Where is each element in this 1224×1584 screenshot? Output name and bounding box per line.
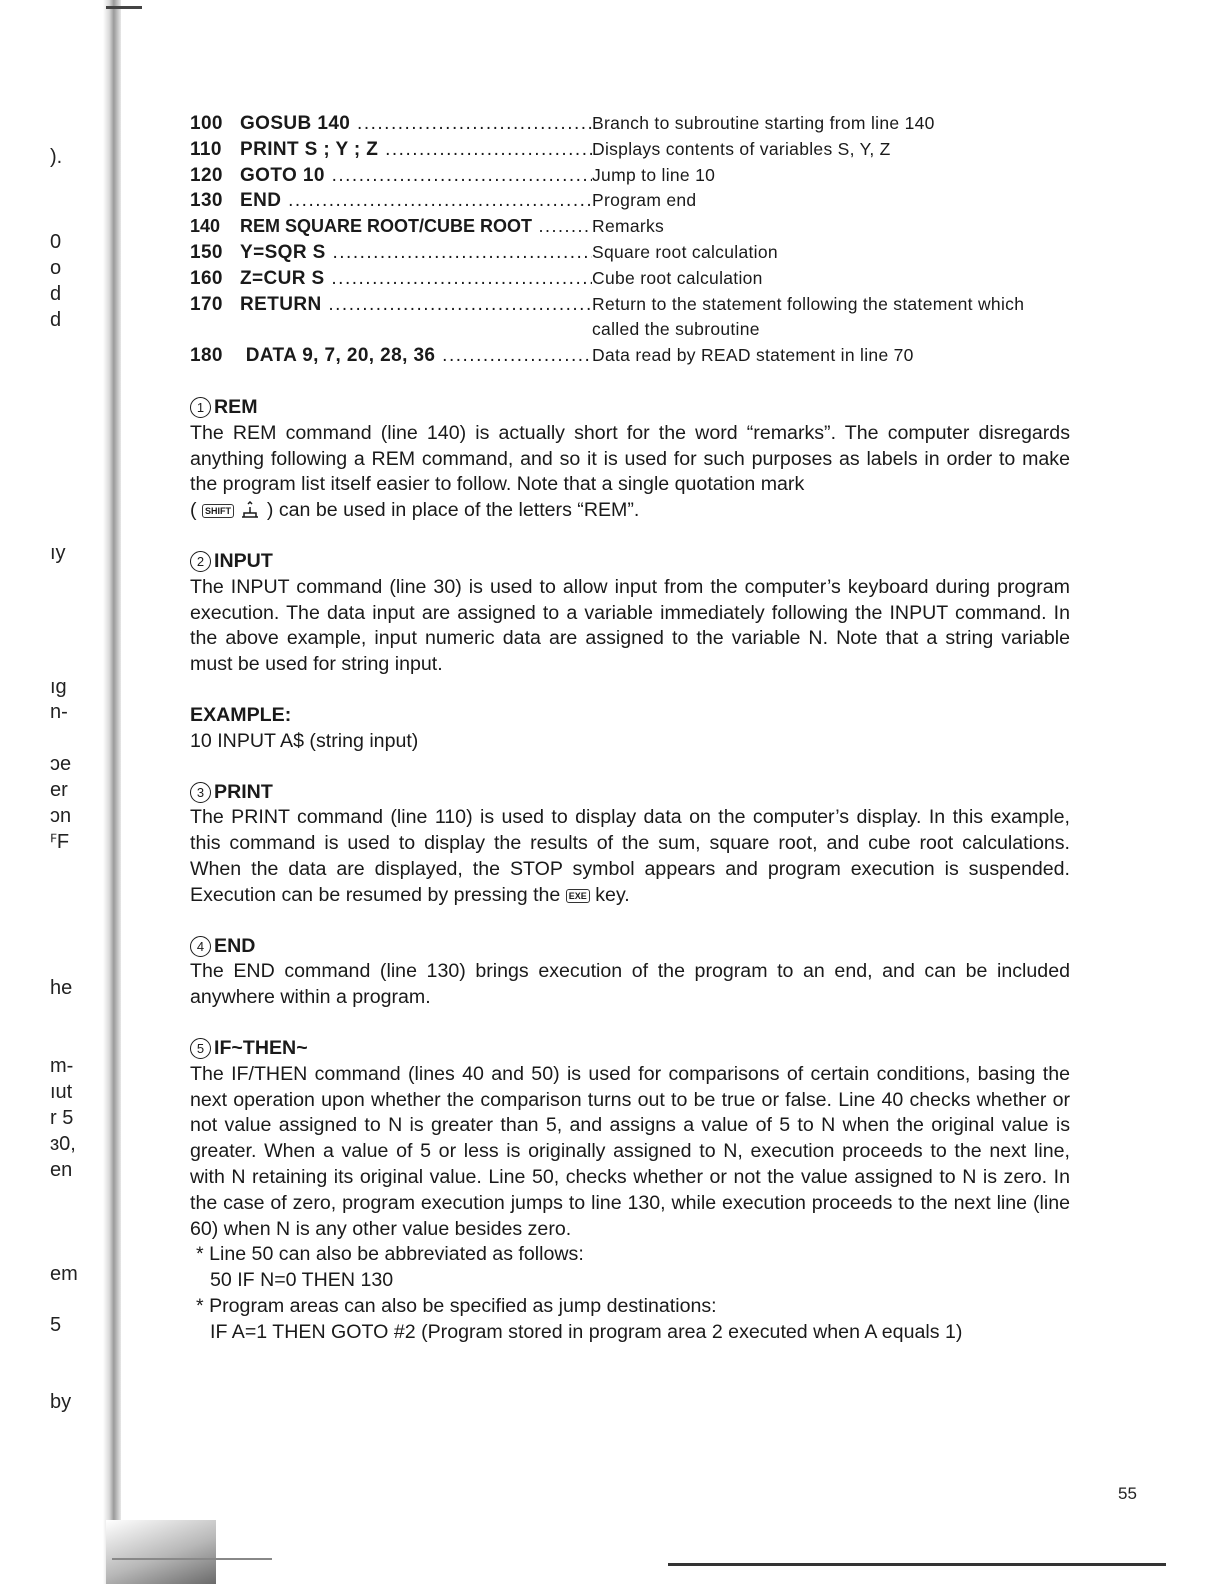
section-text-tail: ) can be used in place of the letters “REM”. xyxy=(266,499,640,522)
listing-line xyxy=(190,242,1090,268)
margin-fragment: ). xyxy=(50,146,63,168)
section-text-line xyxy=(190,498,1070,524)
section-text: The END command (line 130) brings execution of the program to an end, and can be included anywhere within a program. xyxy=(190,960,1070,1009)
section-text: The REM command (line 140) is actually short for the word “remarks”. The computer disregards anything following a REM command, and so it is used for such purposes as labels in order to make the program list itself easier to follow. Note that a single quotation mark xyxy=(190,421,1070,496)
line-number: 110 xyxy=(190,138,222,160)
margin-fragment: m- xyxy=(50,1055,74,1077)
section-text xyxy=(190,805,1070,908)
circled-number: 4 xyxy=(190,936,211,957)
margin-fragment: ɜ0, xyxy=(50,1133,76,1155)
line-number: 150 xyxy=(190,241,223,263)
footnote-code: IF A=1 THEN GOTO #2 (Program stored in program area 2 executed when A equals 1) xyxy=(210,1320,963,1343)
margin-fragment: en xyxy=(50,1159,73,1181)
line-number: 160 xyxy=(190,267,223,289)
line-code: GOTO 10 xyxy=(240,164,325,186)
margin-fragment: ıy xyxy=(50,542,66,564)
shift-key-icon: SHIFT xyxy=(202,504,234,518)
margin-fragment: em xyxy=(50,1263,78,1285)
section-heading xyxy=(190,395,1070,421)
line-code: DATA 9, 7, 20, 28, 36 xyxy=(245,345,436,367)
margin-fragment: he xyxy=(50,977,73,999)
margin-fragment: er xyxy=(50,779,68,801)
listing-line xyxy=(190,294,1090,320)
line-description: Return to the statement following the statement which xyxy=(592,293,1025,314)
line-description: Square root calculation xyxy=(592,241,778,262)
bottom-edge-left xyxy=(112,1558,272,1560)
line-code: RETURN xyxy=(240,293,322,315)
section-end xyxy=(190,934,1070,1011)
listing-line xyxy=(190,345,1090,371)
listing-line xyxy=(190,165,1090,191)
margin-fragment: ɔe xyxy=(50,753,72,775)
circled-number: 1 xyxy=(190,397,211,418)
page-shadow xyxy=(106,1520,216,1584)
line-number: 130 xyxy=(190,190,223,212)
margin-fragment: ꟳF xyxy=(50,831,70,853)
line-description-continued: called the subroutine xyxy=(592,319,760,340)
section-title: INPUT xyxy=(214,549,273,572)
line-number: 120 xyxy=(190,164,223,186)
line-description: Displays contents of variables S, Y, Z xyxy=(592,138,891,159)
line-code: REM SQUARE ROOT/CUBE ROOT xyxy=(240,216,533,237)
line-number: 170 xyxy=(190,293,223,315)
section-if-then xyxy=(190,1036,1070,1346)
circled-number: 5 xyxy=(190,1038,211,1059)
line-number: 100 xyxy=(190,113,223,134)
margin-fragment: r 5 xyxy=(50,1107,74,1129)
circled-number: 3 xyxy=(190,782,211,803)
margin-fragment: ıut xyxy=(50,1081,73,1103)
section-text: The INPUT command (line 30) is used to allow input from the computer’s keyboard during program execution. The data input are assigned to a variable immediately following the INPUT command. In the above example, input numeric data are assigned to the variable N. Note that a string variable must be used for string input. xyxy=(190,575,1070,676)
section-heading xyxy=(190,549,1070,575)
section-title: REM xyxy=(214,396,258,418)
section-title: END xyxy=(214,934,256,957)
margin-fragment: o xyxy=(50,257,62,279)
section-heading xyxy=(190,780,1070,806)
exe-key-icon: EXE xyxy=(566,889,590,903)
line-description: Remarks xyxy=(592,216,665,237)
line-description: Branch to subroutine starting from line 140 xyxy=(592,113,935,133)
section-print xyxy=(190,780,1070,909)
example-heading: EXAMPLE: xyxy=(190,703,292,726)
section-heading xyxy=(190,1036,1070,1062)
section-text: The IF/THEN command (lines 40 and 50) is used for comparisons of certain conditions, basing the next operation upon whether the comparison turns out to be true or false. Line 40 checks whether or not value assigned to N is greater than 5, and assigns a value of 5 to N when the original value is greater. When a value of 5 or less is originally assigned to N, execution proceeds to the next line, with N retaining its original value. Line 50, checks whether or not the value assigned to N is zero. In the case of zero, program execution jumps to line 130, while execution proceeds to the next line (line 60) when N is any other value besides zero. xyxy=(190,1062,1070,1240)
section-text-body: The PRINT command (line 110) is used to display data on the computer’s display. In this example, this command is used to display the results of the sum, square root, and cube root calculations. When the data are displayed, the STOP symbol appears and program execution is suspended. Execution can be resumed by pressing the xyxy=(190,806,1070,906)
margin-fragment: n- xyxy=(50,701,68,723)
footnote-code: 50 IF N=0 THEN 130 xyxy=(210,1269,394,1292)
section-heading xyxy=(190,934,1070,960)
example-block xyxy=(190,703,1070,755)
example-code: 10 INPUT A$ (string input) xyxy=(190,729,419,752)
line-description: Data read by READ statement in line 70 xyxy=(592,345,914,366)
line-description: Cube root calculation xyxy=(592,267,763,288)
line-code: Y=SQR S xyxy=(240,241,326,263)
margin-fragment: by xyxy=(50,1391,72,1413)
page-corner-mark xyxy=(106,6,142,9)
listing-line xyxy=(190,190,1090,216)
circled-number: 2 xyxy=(190,551,211,572)
section-title: IF~THEN~ xyxy=(214,1036,308,1059)
margin-fragment: 0 xyxy=(50,231,62,253)
line-code: GOSUB 140 xyxy=(240,113,351,134)
line-number: 180 xyxy=(190,345,223,367)
explanations xyxy=(190,395,1070,1371)
line-code: PRINT S ; Y ; Z xyxy=(240,138,379,160)
bottom-edge-rule xyxy=(668,1563,1166,1566)
margin-fragment: ıg xyxy=(50,676,67,698)
section-title: PRINT xyxy=(214,780,273,803)
listing-line xyxy=(190,113,1090,139)
listing-line xyxy=(190,139,1090,165)
listing-line xyxy=(190,268,1090,294)
listing-line xyxy=(190,216,1090,242)
line-code: Z=CUR S xyxy=(240,267,325,289)
paren-open: ( xyxy=(190,499,197,522)
line-code: END xyxy=(240,190,282,212)
margin-fragment: 5 xyxy=(50,1314,62,1336)
program-listing xyxy=(190,113,1090,371)
line-description: Jump to line 10 xyxy=(592,164,716,185)
section-rem xyxy=(190,395,1070,524)
footnote: * Line 50 can also be abbreviated as follows: xyxy=(196,1243,584,1266)
section-input xyxy=(190,549,1070,678)
margin-fragment: d xyxy=(50,309,62,331)
page-number: 55 xyxy=(1118,1484,1137,1503)
margin-fragment: ɔn xyxy=(50,805,72,827)
section-text-tail: key. xyxy=(595,883,630,906)
page-gutter xyxy=(103,0,121,1584)
footnote: * Program areas can also be specified as jump destinations: xyxy=(196,1294,717,1317)
line-description: Program end xyxy=(592,190,697,211)
line-number: 140 xyxy=(190,216,221,237)
quote-key-icon xyxy=(239,501,261,519)
margin-fragment: d xyxy=(50,283,62,305)
